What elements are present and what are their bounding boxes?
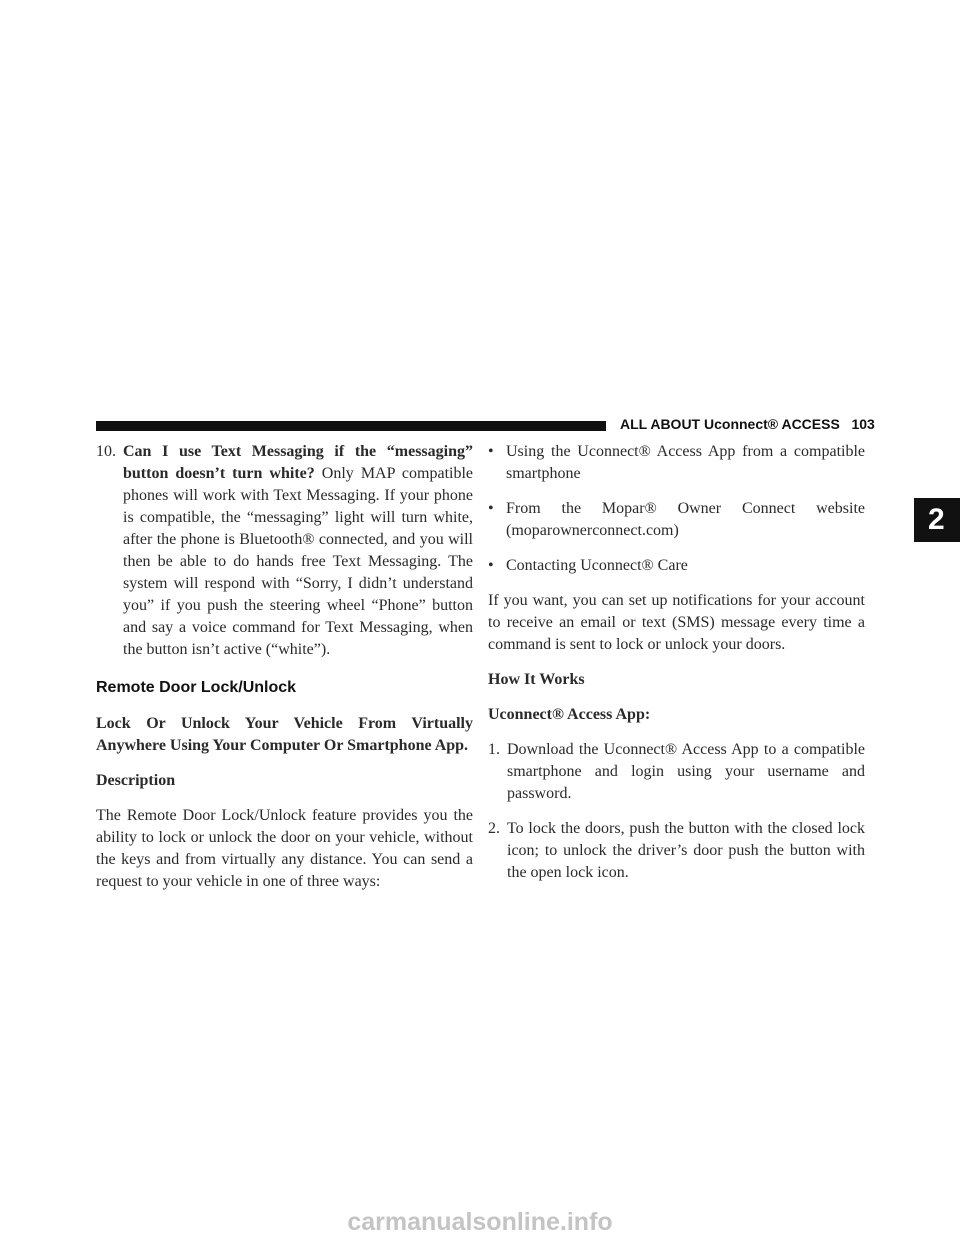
page-number: 103 <box>851 416 875 432</box>
watermark: carmanualsonline.info <box>347 1208 613 1236</box>
running-header <box>620 416 875 432</box>
bullet-icon: • <box>488 443 494 460</box>
step-number: 1. <box>488 741 500 758</box>
left-column <box>96 441 473 893</box>
app-label: Uconnect® Access App: <box>488 706 651 723</box>
header-rule <box>96 421 606 431</box>
step-item <box>488 739 865 805</box>
notification-text: If you want, you can set up notifications for your account to receive an email or text (SMS) message every time a command is sent to lock or unlock your doors. <box>488 592 865 653</box>
how-it-works-label: How It Works <box>488 671 585 688</box>
running-title: ALL ABOUT Uconnect® ACCESS <box>620 416 840 432</box>
description-label: Description <box>96 772 176 789</box>
list-item <box>488 498 865 542</box>
step-item <box>488 818 865 884</box>
step-number: 2. <box>488 820 500 837</box>
bullet-text: Contacting Uconnect® Care <box>506 557 688 574</box>
right-column <box>488 441 865 884</box>
subheading: Lock Or Unlock Your Vehicle From Virtually Anywhere Using Your Computer Or Smartphone App. <box>96 715 473 754</box>
description-text: The Remote Door Lock/Unlock feature provides you the ability to lock or unlock the door on your vehicle, without the keys and from virtually any distance. You can send a request to your vehicle in one of three ways: <box>96 807 473 890</box>
list-item <box>488 441 865 485</box>
bullet-icon: • <box>488 557 494 574</box>
section-heading: Remote Door Lock/Unlock <box>96 679 297 696</box>
faq-number: 10. <box>96 443 116 460</box>
bullet-icon: • <box>488 500 494 517</box>
list-item <box>488 555 865 577</box>
faq-item-10 <box>96 441 473 661</box>
faq-answer: Only MAP compatible phones will work with Text Messaging. If your phone is compatible, the “messaging” light will turn white, after the phone is Bluetooth® connected, and you will then be able to do hands free Text Messaging. The system will respond with “Sorry, I didn’t understand you” if you push the steering wheel “Phone” button and say a voice command for Text Messaging, when the button isn’t active (“white”). <box>123 465 474 658</box>
bullet-text: From the Mopar® Owner Connect website (moparownerconnect.com) <box>506 500 865 539</box>
step-text: To lock the doors, push the button with the closed lock icon; to unlock the driver’s door push the button with the open lock icon. <box>507 820 865 881</box>
faq-question: Can I use Text Messaging if the “messaging” button doesn’t turn white? <box>123 443 473 482</box>
bullet-text: Using the Uconnect® Access App from a compatible smartphone <box>506 443 865 482</box>
section-tab: 2 <box>914 498 960 542</box>
step-text: Download the Uconnect® Access App to a compatible smartphone and login using your username and password. <box>507 741 865 802</box>
